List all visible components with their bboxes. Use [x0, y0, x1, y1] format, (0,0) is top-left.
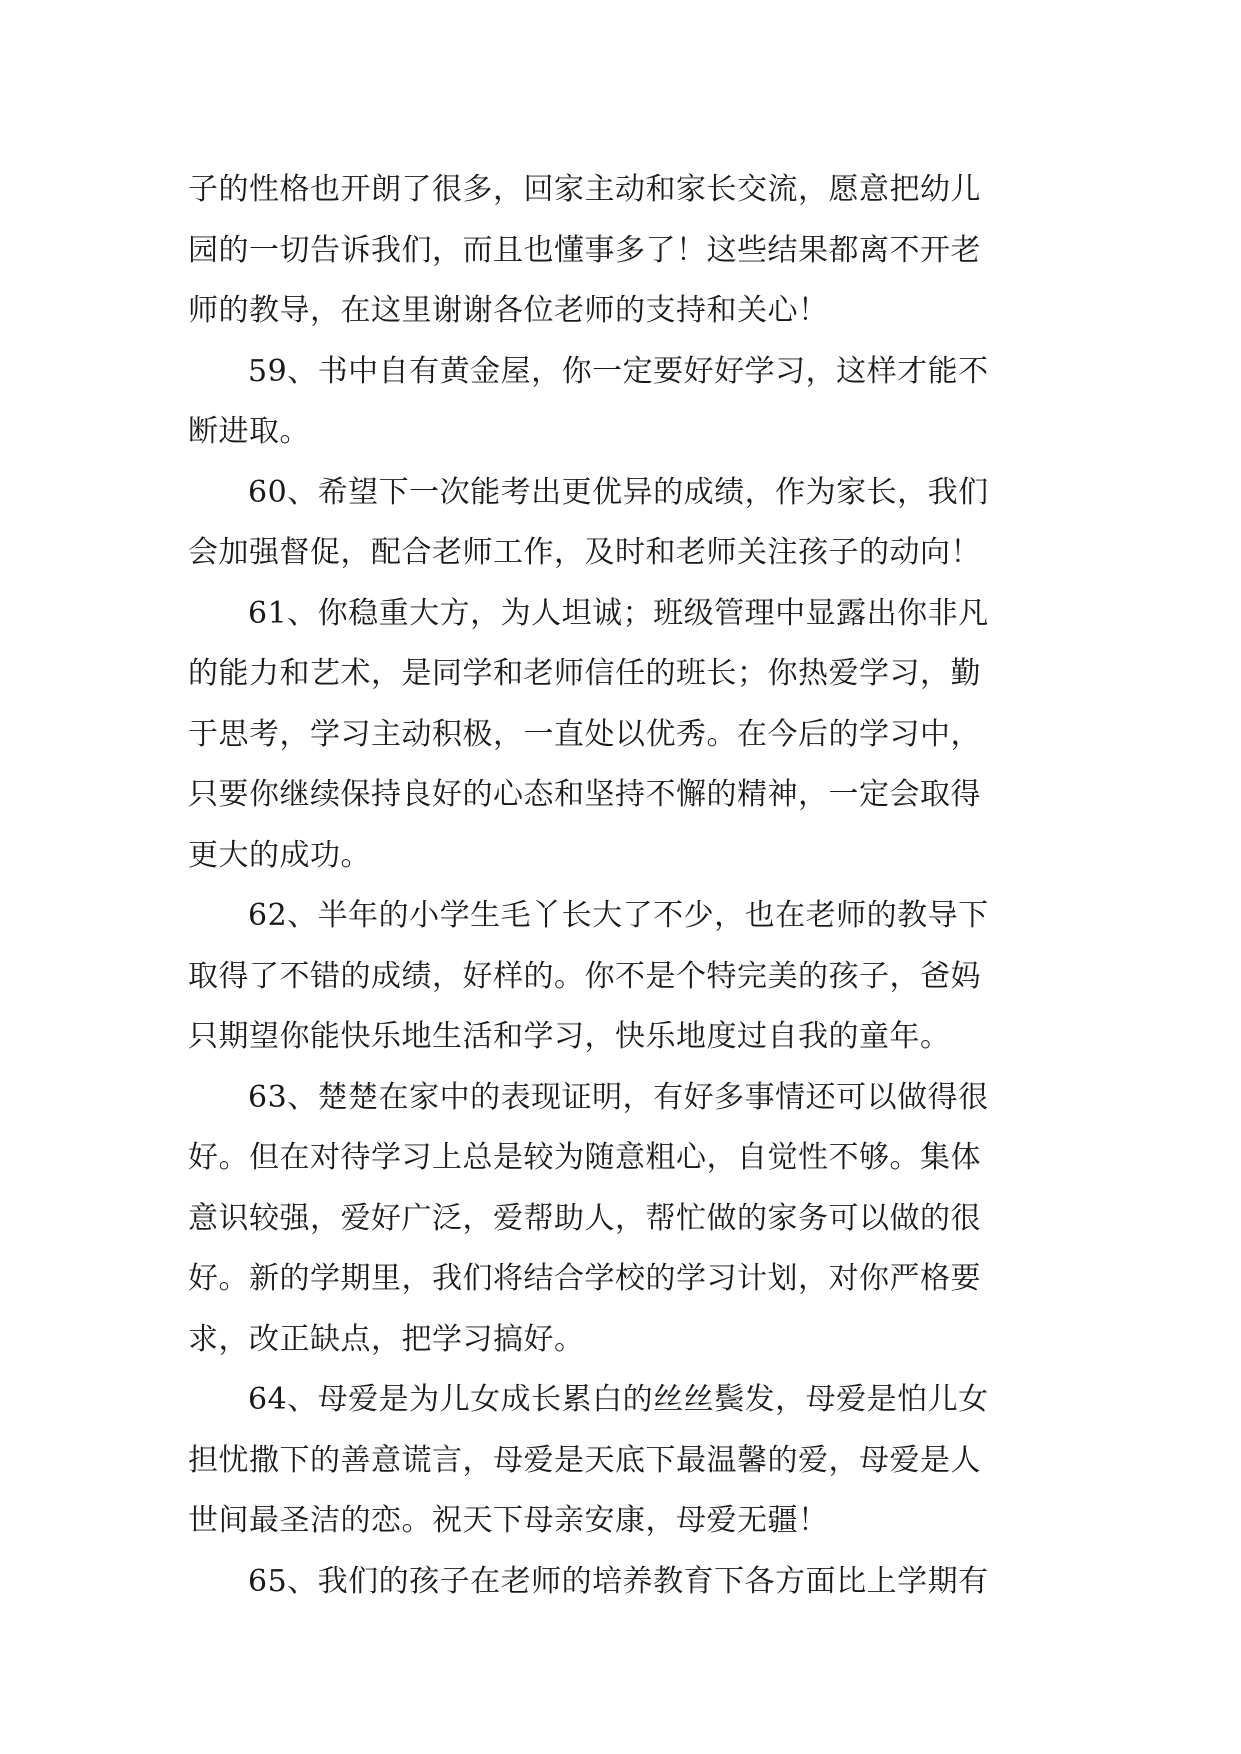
text-line: 断进取。: [188, 414, 310, 449]
text-line: 于思考，学习主动积极，一直处以优秀。在今后的学习中，: [188, 716, 981, 752]
paragraph-first-line: 60、希望下一次能考出更优异的成绩，作为家长，我们: [248, 474, 989, 510]
text-line: 取得了不错的成绩，好样的。你不是个特完美的孩子，爸妈: [188, 958, 981, 994]
text-line: 好。新的学期里，我们将结合学校的学习计划，对你严格要: [188, 1261, 981, 1296]
paragraph-first-line: 59、书中自有黄金屋，你一定要好好学习，这样才能不: [248, 353, 989, 389]
paragraph-first-line: 63、楚楚在家中的表现证明，有好多事情还可以做得很: [248, 1079, 989, 1115]
text-line: 世间最圣洁的恋。祝天下母亲安康，母爱无疆！: [188, 1503, 829, 1538]
paragraph-first-line: 64、母爱是为儿女成长累白的丝丝鬓发，母爱是怕儿女: [248, 1382, 989, 1417]
text-line: 意识较强，爱好广泛，爱帮助人，帮忙做的家务可以做的很: [188, 1200, 981, 1236]
text-line: 好。但在对待学习上总是较为随意粗心，自觉性不够。集体: [188, 1140, 981, 1175]
document-body: [188, 160, 1068, 1612]
paragraph-first-line: 62、半年的小学生毛丫长大了不少，也在老师的教导下: [248, 898, 989, 933]
text-line: 师的教导，在这里谢谢各位老师的支持和关心！: [188, 293, 829, 328]
text-line: 只要你继续保持良好的心态和坚持不懈的精神，一定会取得: [188, 777, 981, 812]
text-line: 求，改正缺点，把学习搞好。: [188, 1321, 585, 1357]
paragraph-first-line: 65、我们的孩子在老师的培养教育下各方面比上学期有: [248, 1563, 989, 1599]
text-line: 园的一切告诉我们，而且也懂事多了！这些结果都离不开老: [188, 232, 981, 268]
text-line: 只期望你能快乐地生活和学习，快乐地度过自我的童年。: [188, 1019, 951, 1054]
paragraph-first-line: 61、你稳重大方，为人坦诚；班级管理中显露出你非凡: [248, 595, 989, 631]
text-line: 子的性格也开朗了很多，回家主动和家长交流，愿意把幼儿: [188, 172, 981, 207]
text-line: 会加强督促，配合老师工作，及时和老师关注孩子的动向！: [188, 535, 981, 570]
text-line: 担忧撒下的善意谎言，母爱是天底下最温馨的爱，母爱是人: [188, 1442, 981, 1478]
text-line: 的能力和艺术，是同学和老师信任的班长；你热爱学习，勤: [188, 656, 981, 691]
text-line: 更大的成功。: [188, 837, 371, 873]
